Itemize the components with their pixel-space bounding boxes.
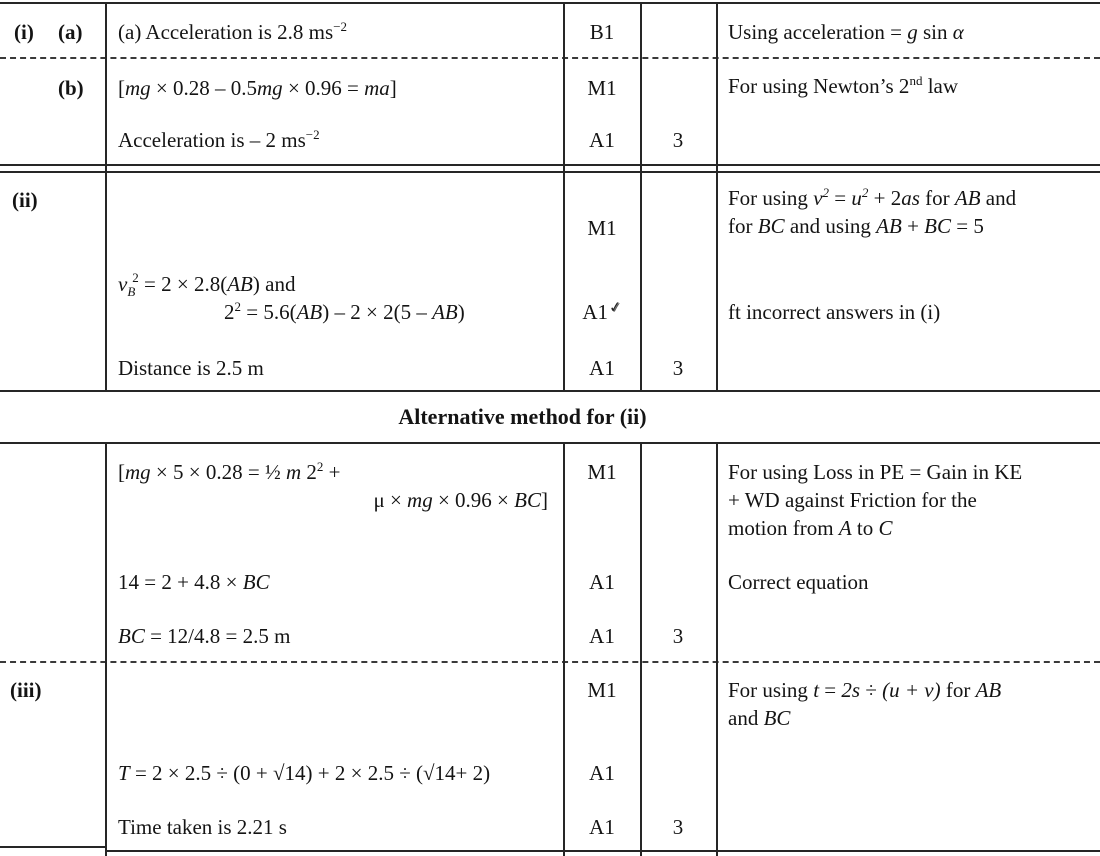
mark-i-b-1: M1 — [587, 76, 617, 100]
working-i-b-2 — [118, 126, 320, 157]
working-ii-2 — [224, 298, 465, 329]
text-segment: AB — [954, 186, 981, 210]
comment-ii-2 — [728, 298, 940, 326]
comment-iii-1-line1 — [728, 676, 1001, 704]
text-segment: for — [919, 186, 955, 210]
text-segment: 2 — [224, 300, 235, 324]
comment-iii-1-line2 — [728, 704, 790, 732]
text-segment: μ × — [373, 488, 408, 512]
text-segment: × 0.96 × — [432, 488, 515, 512]
section-divider-double-top — [0, 164, 1100, 166]
mark-alt-2: A1 — [589, 570, 615, 594]
text-segment: = 5 — [951, 214, 984, 238]
total-i: 3 — [672, 128, 684, 152]
text-segment: = — [829, 186, 852, 210]
mark-i-a: B1 — [589, 20, 615, 44]
subscript: B — [127, 284, 136, 299]
mark-ii-2-ticked — [565, 298, 639, 328]
text-segment: = 2 × 2.8( — [138, 272, 228, 296]
superscript: 2 — [822, 185, 830, 200]
text-segment: A — [838, 516, 852, 540]
superscript: 2 — [861, 185, 869, 200]
text-segment: For using Newton’s 2 — [728, 74, 910, 98]
label-part-i: (i) — [14, 20, 34, 44]
table-border-top — [0, 2, 1100, 4]
text-segment: g — [907, 20, 918, 44]
text-segment: A1 — [582, 300, 609, 324]
text-segment: × 0.96 = — [282, 76, 365, 100]
text-segment: (u + v) — [882, 678, 941, 702]
working-iii-1 — [118, 759, 490, 787]
superscript: −2 — [333, 19, 348, 34]
comment-alt-2 — [728, 568, 869, 596]
text-segment: α — [952, 20, 964, 44]
working-ii-1 — [118, 270, 295, 301]
text-segment: For using — [728, 186, 814, 210]
text-segment: [ — [118, 76, 125, 100]
text-segment: mg — [407, 488, 433, 512]
text-segment: ] — [389, 76, 397, 100]
mark-iii-1: M1 — [587, 678, 617, 702]
comment-alt-1-line2 — [728, 486, 977, 514]
text-segment: + WD against Friction for the — [728, 488, 977, 512]
text-segment: C — [878, 516, 893, 540]
working-alt-1-line1 — [118, 458, 340, 489]
text-segment: and using — [784, 214, 877, 238]
text-segment: AB — [227, 272, 253, 296]
mark-alt-3: A1 — [589, 624, 615, 648]
text-segment: = — [819, 678, 842, 702]
comment-alt-1-line1 — [728, 458, 1022, 486]
text-segment: AB — [975, 678, 1002, 702]
tick-mark: ✓ — [608, 297, 623, 317]
text-segment: v — [813, 186, 823, 210]
text-segment: Distance is 2.5 m — [118, 356, 264, 380]
text-segment: mg — [125, 460, 151, 484]
comment-alt-1-line3 — [728, 514, 893, 542]
label-part-iii: (iii) — [10, 678, 42, 702]
mark-alt-1: M1 — [587, 460, 617, 484]
text-segment: u — [851, 186, 862, 210]
text-segment: ) – 2 × 2(5 – — [322, 300, 433, 324]
label-part-i-b: (b) — [58, 76, 84, 100]
row-divider-dashed-i-a — [0, 57, 1100, 59]
alt-method-header: Alternative method for (ii) — [398, 404, 647, 429]
superscript: −2 — [305, 127, 320, 142]
text-segment: to — [851, 516, 879, 540]
text-segment: = 12/4.8 = 2.5 m — [144, 624, 291, 648]
text-segment: v — [118, 272, 128, 296]
text-segment: BC — [924, 214, 952, 238]
working-i-b-1 — [118, 74, 397, 102]
superscript: 2 — [316, 459, 324, 474]
mark-i-b-2: A1 — [589, 128, 615, 152]
total-iii: 3 — [672, 815, 684, 839]
text-segment: for — [728, 214, 758, 238]
superscript: 2 — [132, 270, 139, 285]
text-segment: sin — [917, 20, 953, 44]
working-ii-3 — [118, 354, 264, 382]
text-segment: Using acceleration = — [728, 20, 908, 44]
table-border-bottom-left — [0, 846, 106, 848]
text-segment: Time taken is 2.21 s — [118, 815, 287, 839]
text-segment: law — [922, 74, 959, 98]
text-segment: and — [728, 706, 764, 730]
text-segment: + — [323, 460, 341, 484]
comment-i-a — [728, 18, 964, 46]
text-segment: × 5 × 0.28 = ½ — [150, 460, 286, 484]
text-segment: t — [813, 678, 820, 702]
text-segment: 14 = 2 + 4.8 × — [118, 570, 243, 594]
comment-ii-1-line2 — [728, 212, 984, 240]
text-segment: = 2 × 2.5 ÷ (0 + √14) + 2 × 2.5 ÷ (√14+ 2) — [129, 761, 491, 785]
working-alt-1-line2 — [118, 486, 548, 514]
text-segment: motion from — [728, 516, 839, 540]
text-segment: (a) Acceleration is 2.8 ms — [118, 20, 334, 44]
text-segment: ft incorrect answers in (i) — [728, 300, 941, 324]
text-segment: and — [980, 186, 1017, 210]
text-segment: For using Loss in PE = Gain in KE — [728, 460, 1023, 484]
working-alt-3 — [118, 622, 290, 650]
total-ii: 3 — [672, 356, 684, 380]
text-segment: BC — [514, 488, 541, 512]
superscript: nd — [909, 73, 923, 88]
text-segment: × 0.28 – 0.5 — [150, 76, 258, 100]
mark-ii-3: A1 — [589, 356, 615, 380]
column-divider-label-upper — [105, 2, 107, 390]
text-segment: BC — [242, 570, 270, 594]
text-segment: = 5.6( — [241, 300, 297, 324]
mark-ii-1: M1 — [587, 216, 617, 240]
text-segment: Acceleration is – 2 ms — [118, 128, 306, 152]
label-part-ii: (ii) — [12, 188, 38, 212]
column-divider-label-lower — [105, 442, 107, 856]
comment-ii-1-line1 — [728, 184, 1016, 215]
text-segment: 2s — [841, 678, 861, 702]
comment-i-b — [728, 72, 958, 103]
row-divider-dashed-alt — [0, 661, 1100, 663]
column-divider-comment-upper — [716, 2, 718, 390]
text-segment: BC — [118, 624, 145, 648]
text-segment: ) — [457, 300, 465, 324]
total-alt: 3 — [672, 624, 684, 648]
text-segment: mg — [125, 76, 151, 100]
label-part-i-a: (a) — [58, 20, 83, 44]
text-segment: m — [285, 460, 302, 484]
text-segment: ma — [364, 76, 390, 100]
text-segment: BC — [763, 706, 791, 730]
text-segment: mg — [257, 76, 283, 100]
working-i-a — [118, 18, 347, 49]
text-segment: T — [118, 761, 130, 785]
text-segment: Correct equation — [728, 570, 869, 594]
text-segment: as — [901, 186, 920, 210]
text-segment: ÷ — [860, 678, 883, 702]
text-segment: BC — [757, 214, 785, 238]
text-segment: AB — [432, 300, 458, 324]
mark-iii-2: A1 — [589, 761, 615, 785]
working-alt-2 — [118, 568, 270, 596]
text-segment: ] — [541, 488, 548, 512]
text-segment: + 2 — [868, 186, 902, 210]
text-segment: AB — [876, 214, 902, 238]
section-divider-double-bottom — [0, 171, 1100, 173]
text-segment: + — [901, 214, 925, 238]
column-divider-marks-upper — [563, 2, 565, 390]
section-divider-ii-bottom — [0, 390, 1100, 392]
text-segment: For using — [728, 678, 814, 702]
text-segment: [ — [118, 460, 125, 484]
mark-iii-3: A1 — [589, 815, 615, 839]
column-divider-comment-lower — [716, 442, 718, 856]
text-segment: AB — [296, 300, 323, 324]
superscript: 2 — [234, 299, 241, 314]
text-segment: ) and — [252, 272, 296, 296]
alt-header-divider — [0, 442, 1100, 444]
text-segment: for — [940, 678, 976, 702]
column-divider-total-upper — [640, 2, 642, 390]
table-border-bottom — [105, 850, 1100, 852]
working-iii-2 — [118, 813, 287, 841]
text-segment: 2 — [301, 460, 317, 484]
